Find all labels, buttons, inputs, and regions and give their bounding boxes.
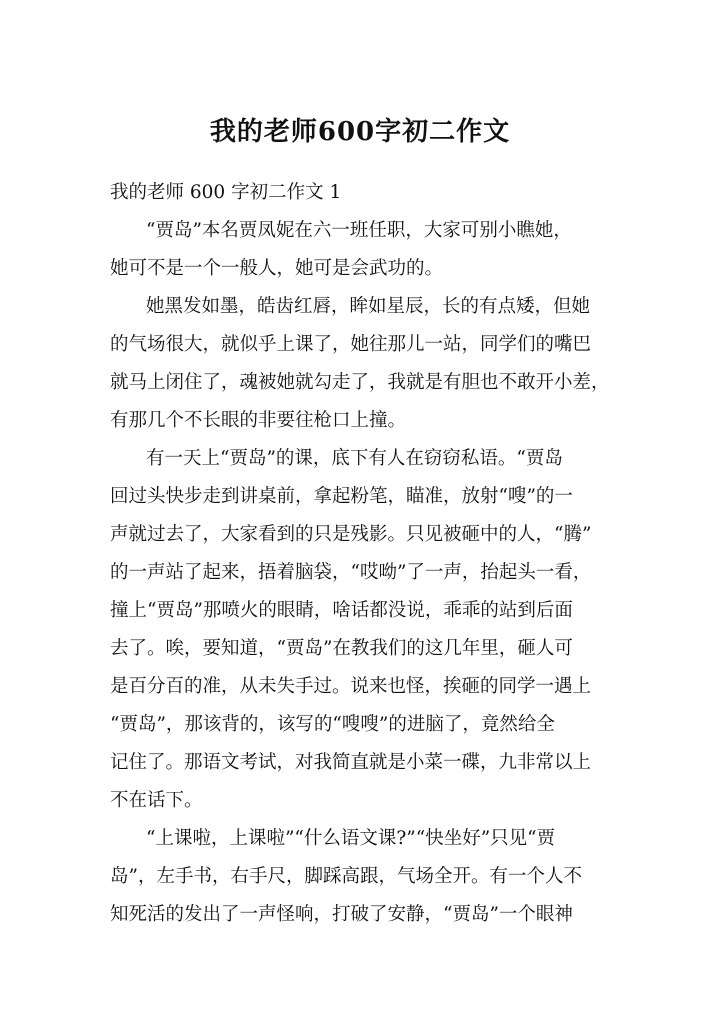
document-title: 我的老师600字初二作文: [209, 117, 511, 147]
text-line: 有那几个不长眼的非要往枪口上撞。: [110, 410, 407, 431]
text-line: 的一声站了起来，捂着脑袋，“哎呦”了一声，抬起头一看，: [110, 562, 592, 583]
text-line: 她可不是一个一般人，她可是会武功的。: [110, 258, 444, 279]
text-line: 她黑发如墨，皓齿红唇，眸如星辰，长的有点矮，但她: [146, 296, 591, 317]
text-line: “上课啦，上课啦”“什么语文课?”“快坐好”只见“贾: [146, 828, 556, 849]
text-line: 知死活的发出了一声怪响，打破了安静，“贾岛”一个眼神: [110, 904, 573, 925]
text-line: 回过头快步走到讲桌前，拿起粉笔，瞄准，放射“嗖”的一: [110, 486, 573, 507]
text-line: 岛”，左手书，右手尺，脚踩高跟，气场全开。有一个人不: [110, 866, 582, 887]
text-line: 的气场很大，就似乎上课了，她往那儿一站，同学们的嘴巴: [110, 334, 592, 355]
essay-subtitle: 我的老师 600 字初二作文 1: [110, 182, 342, 203]
text-line: 去了。唉，要知道，“贾岛”在教我们的这几年里，砸人可: [110, 638, 573, 659]
text-line: 有一天上“贾岛”的课，底下有人在窃窃私语。“贾岛: [146, 448, 563, 469]
text-line: 记住了。那语文考试，对我简直就是小菜一碟，九非常以上: [110, 752, 592, 773]
text-line: 是百分百的准，从未失手过。说来也怪，挨砸的同学一遇上: [110, 676, 592, 697]
text-line: “贾岛”本名贾凤妮在六一班任职，大家可别小瞧她，: [146, 220, 572, 241]
text-line: 撞上“贾岛”那喷火的眼睛，啥话都没说，乖乖的站到后面: [110, 600, 573, 621]
text-line: 声就过去了，大家看到的只是残影。只见被砸中的人，“腾”: [110, 524, 592, 545]
text-line: “贾岛”，那该背的，该写的“嗖嗖”的进脑了，竟然给全: [110, 714, 555, 735]
text-line: 不在话下。: [110, 790, 203, 811]
text-line: 就马上闭住了，魂被她就勾走了，我就是有胆也不敢开小差，: [110, 372, 610, 393]
